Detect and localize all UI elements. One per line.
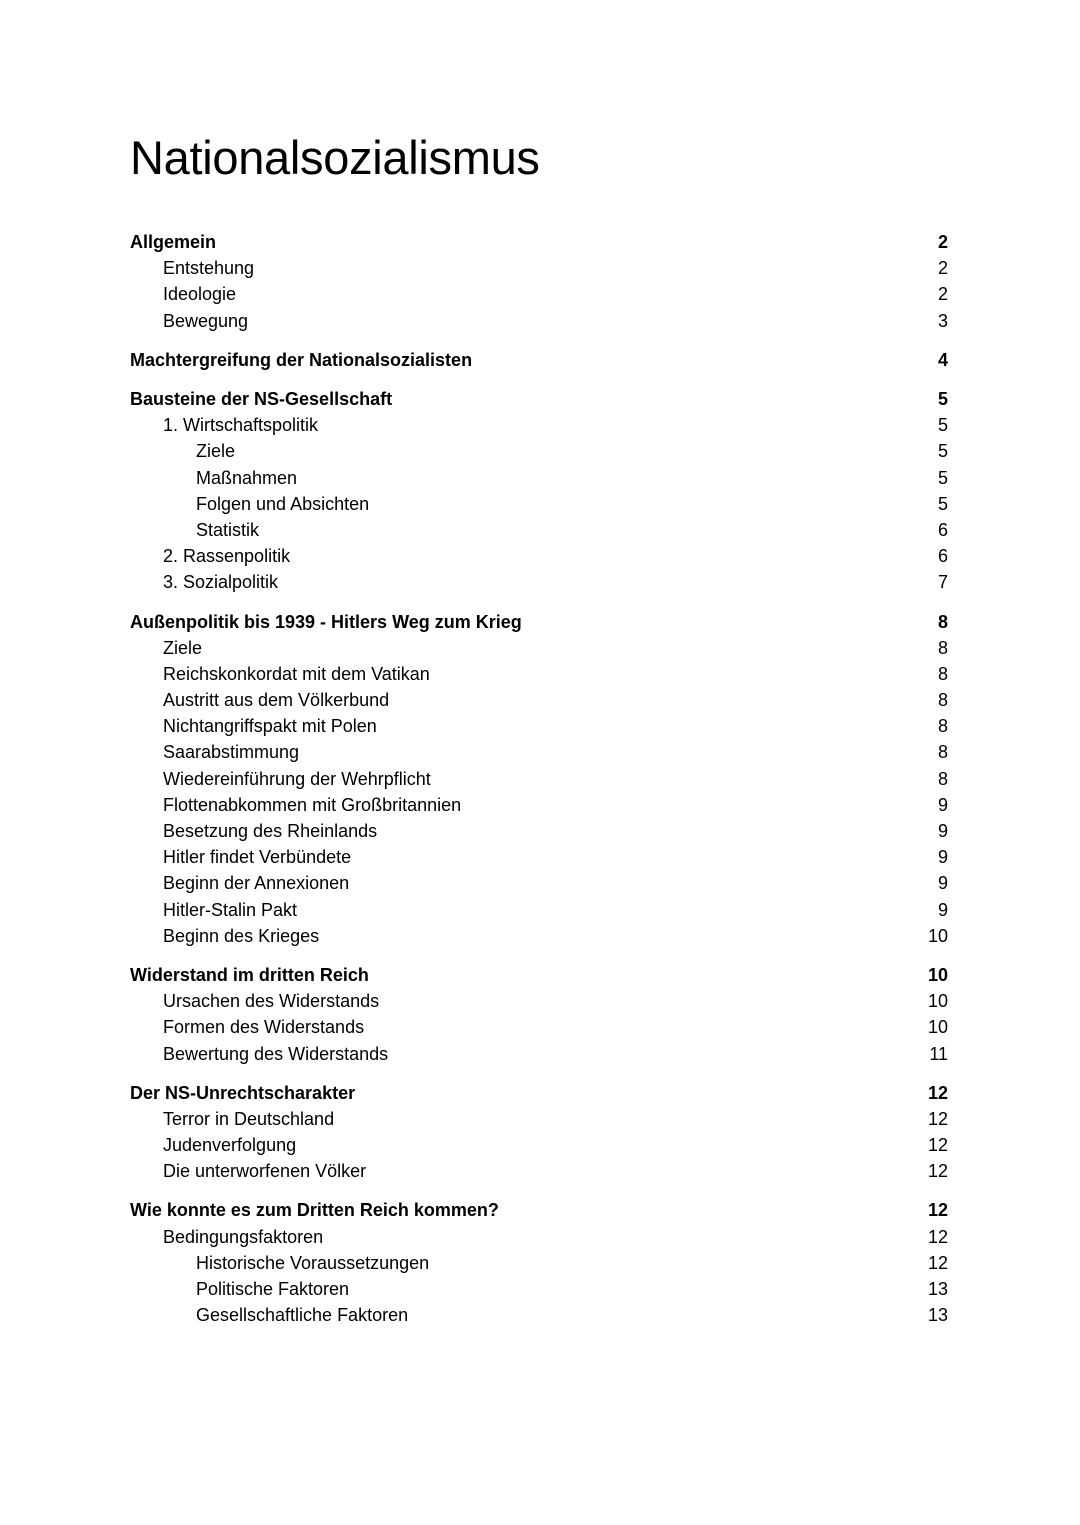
toc-page-number: 12 (927, 1082, 948, 1103)
toc-entry-label: Wie konnte es zum Dritten Reich kommen? (130, 1200, 499, 1221)
toc-page-number: 5 (937, 441, 948, 462)
toc-entry-label: Bausteine der NS-Gesellschaft (130, 389, 393, 410)
toc-heading[interactable] (130, 1197, 948, 1223)
toc-entry-label: Bewegung (163, 310, 249, 331)
toc-page-number: 3 (937, 310, 948, 331)
toc-entry[interactable] (130, 792, 948, 818)
toc-page-number: 5 (937, 493, 948, 514)
toc-entry[interactable] (130, 1302, 948, 1328)
toc-page-number: 5 (937, 415, 948, 436)
toc-page-number: 9 (937, 873, 948, 894)
toc-page-number: 6 (937, 519, 948, 540)
toc-page-number: 8 (937, 742, 948, 763)
toc-entry[interactable] (130, 923, 948, 949)
toc-page-number: 4 (937, 349, 948, 370)
toc-entry-label: Wiedereinführung der Wehrpflicht (163, 768, 431, 789)
toc-entry-label: Entstehung (163, 258, 255, 279)
toc-entry-label: Politische Faktoren (196, 1279, 350, 1300)
toc-entry[interactable] (130, 635, 948, 661)
toc-entry[interactable] (130, 1014, 948, 1040)
toc-entry[interactable] (130, 438, 948, 464)
toc-entry[interactable] (130, 661, 948, 687)
toc-page-number: 8 (937, 611, 948, 632)
toc-entry-label: Gesellschaftliche Faktoren (196, 1305, 409, 1326)
toc-entry-label: Außenpolitik bis 1939 - Hitlers Weg zum Krieg (130, 611, 522, 632)
toc-entry-label: Besetzung des Rheinlands (163, 821, 378, 842)
toc-page-number: 9 (937, 847, 948, 868)
toc-entry-label: 1. Wirtschaftspolitik (163, 415, 319, 436)
toc-entry[interactable] (130, 870, 948, 896)
toc-entry-label: Terror in Deutschland (163, 1108, 335, 1129)
page-title: Nationalsozialismus (130, 131, 540, 184)
toc-entry[interactable] (130, 1276, 948, 1302)
toc-entry[interactable] (130, 818, 948, 844)
toc-entry[interactable] (130, 739, 948, 765)
table-of-contents (130, 229, 948, 1341)
toc-page-number: 8 (937, 637, 948, 658)
toc-entry[interactable] (130, 897, 948, 923)
toc-entry-label: Reichskonkordat mit dem Vatikan (163, 663, 430, 684)
toc-entry-label: Maßnahmen (196, 467, 298, 488)
toc-heading[interactable] (130, 386, 948, 412)
toc-entry-label: Judenverfolgung (163, 1135, 297, 1156)
toc-entry-label: 3. Sozialpolitik (163, 572, 279, 593)
toc-entry[interactable] (130, 281, 948, 307)
toc-heading[interactable] (130, 608, 948, 634)
toc-page-number: 7 (937, 572, 948, 593)
toc-entry-label: Nichtangriffspakt mit Polen (163, 716, 377, 737)
toc-entry-label: Beginn des Krieges (163, 925, 320, 946)
toc-entry-label: Folgen und Absichten (196, 493, 370, 514)
toc-section (130, 608, 948, 948)
toc-page-number: 9 (937, 821, 948, 842)
toc-entry-label: Bedingungsfaktoren (163, 1226, 324, 1247)
toc-page-number: 12 (927, 1226, 948, 1247)
toc-page-number: 2 (937, 232, 948, 253)
toc-entry-label: Bewertung des Widerstands (163, 1043, 389, 1064)
toc-entry-label: Flottenabkommen mit Großbritannien (163, 794, 462, 815)
toc-page-number: 10 (927, 991, 948, 1012)
toc-entry[interactable] (130, 1250, 948, 1276)
toc-entry-label: Formen des Widerstands (163, 1017, 365, 1038)
toc-entry[interactable] (130, 1106, 948, 1132)
toc-entry-label: Ideologie (163, 284, 237, 305)
toc-entry-label: Ziele (163, 637, 203, 658)
toc-entry-label: Hitler-Stalin Pakt (163, 899, 298, 920)
toc-heading[interactable] (130, 1080, 948, 1106)
toc-section (130, 347, 948, 373)
toc-entry-label: Saarabstimmung (163, 742, 300, 763)
toc-page-number: 2 (937, 284, 948, 305)
toc-page-number: 5 (937, 467, 948, 488)
toc-page-number: 12 (927, 1200, 948, 1221)
toc-entry-label: Statistik (196, 519, 260, 540)
toc-section (130, 1080, 948, 1185)
toc-entry-label: Der NS-Unrechtscharakter (130, 1082, 356, 1103)
toc-page-number: 10 (927, 925, 948, 946)
toc-page-number: 10 (927, 1017, 948, 1038)
toc-page-number: 8 (937, 690, 948, 711)
toc-section (130, 1197, 948, 1328)
toc-page-number: 8 (937, 663, 948, 684)
toc-heading[interactable] (130, 347, 948, 373)
toc-section (130, 962, 948, 1067)
toc-heading[interactable] (130, 962, 948, 988)
toc-entry[interactable] (130, 844, 948, 870)
toc-section (130, 229, 948, 334)
toc-entry[interactable] (130, 517, 948, 543)
toc-entry[interactable] (130, 766, 948, 792)
toc-entry-label: Historische Voraussetzungen (196, 1252, 430, 1273)
toc-entry[interactable] (130, 1040, 948, 1066)
toc-entry[interactable] (130, 713, 948, 739)
toc-entry[interactable] (130, 491, 948, 517)
toc-entry-label: Ursachen des Widerstands (163, 991, 380, 1012)
toc-entry[interactable] (130, 1224, 948, 1250)
toc-page-number: 8 (937, 716, 948, 737)
toc-entry[interactable] (130, 1158, 948, 1184)
toc-entry-label: Allgemein (130, 232, 217, 253)
toc-entry[interactable] (130, 988, 948, 1014)
toc-entry-label: Hitler findet Verbündete (163, 847, 352, 868)
toc-entry[interactable] (130, 569, 948, 595)
toc-page-number: 10 (927, 964, 948, 985)
toc-entry[interactable] (130, 543, 948, 569)
toc-page-number: 9 (937, 899, 948, 920)
toc-page-number: 6 (937, 546, 948, 567)
toc-page-number: 9 (937, 794, 948, 815)
toc-entry-label: Die unterworfenen Völker (163, 1161, 367, 1182)
toc-page-number: 12 (927, 1161, 948, 1182)
toc-page-number: 8 (937, 768, 948, 789)
toc-heading[interactable] (130, 229, 948, 255)
toc-page-number: 12 (927, 1135, 948, 1156)
toc-entry-label: Machtergreifung der Nationalsozialisten (130, 349, 473, 370)
toc-entry-label: Ziele (196, 441, 236, 462)
toc-page-number: 13 (927, 1305, 948, 1326)
toc-section (130, 386, 948, 596)
toc-entry-label: Beginn der Annexionen (163, 873, 350, 894)
toc-page-number: 13 (927, 1279, 948, 1300)
toc-page-number: 2 (937, 258, 948, 279)
toc-page-number: 12 (927, 1252, 948, 1273)
toc-entry[interactable] (130, 465, 948, 491)
toc-entry[interactable] (130, 1132, 948, 1158)
toc-entry[interactable] (130, 255, 948, 281)
toc-entry-label: 2. Rassenpolitik (163, 546, 291, 567)
toc-entry[interactable] (130, 412, 948, 438)
toc-page-number: 5 (937, 389, 948, 410)
toc-entry[interactable] (130, 308, 948, 334)
toc-entry-label: Widerstand im dritten Reich (130, 964, 369, 985)
toc-page-number: 12 (927, 1108, 948, 1129)
toc-entry[interactable] (130, 687, 948, 713)
toc-page-number: 11 (929, 1043, 948, 1064)
toc-entry-label: Austritt aus dem Völkerbund (163, 690, 390, 711)
